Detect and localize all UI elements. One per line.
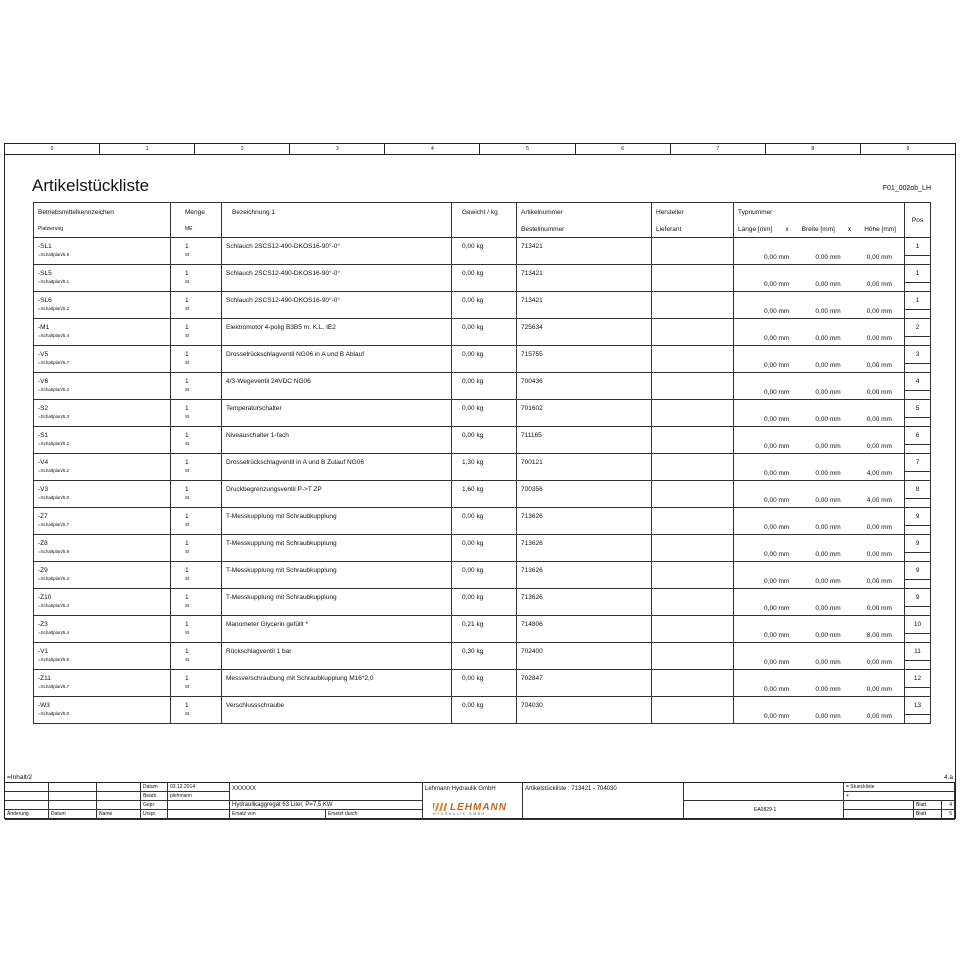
col-bezeichnung: Bezeichnung 1 (222, 203, 452, 238)
ruler-cell: 0 (5, 144, 100, 154)
cell-pos: 5 (905, 400, 931, 427)
table-row (34, 562, 931, 589)
cell-menge: 1 St (171, 589, 222, 616)
ruler-cell: 4 (385, 144, 480, 154)
bearb-value: plehmann (168, 792, 230, 801)
cell-bezeichnung: Temperaturschalter (222, 400, 452, 427)
aenderung-label: Änderung (5, 810, 49, 820)
cell-hersteller (652, 670, 734, 697)
cell-pos: 1 (905, 238, 931, 265)
project-code: XXXXXX (230, 783, 423, 801)
cell-hersteller (652, 292, 734, 319)
cell-menge: 1 St (171, 373, 222, 400)
cell-bmk: -Z7 =Schaltplan/5.7 (34, 508, 171, 535)
cell-pos: 7 (905, 454, 931, 481)
ersatz-von: Ersatz von (230, 810, 326, 820)
cell-bezeichnung: Messverschraubung mit Schraubkupplung M16*2,0 (222, 670, 452, 697)
ruler-cell: 9 (906, 146, 910, 152)
cell-typnummer: 0,00 mm 0,00 mm 0,00 mm (734, 643, 905, 670)
blatt2-value: 5 (942, 810, 955, 820)
cell-gewicht: 0,00 kg (452, 589, 517, 616)
cell-artikel: 700356 (517, 481, 652, 508)
cell-typnummer: 0,00 mm 0,00 mm 0,00 mm (734, 697, 905, 724)
cell-pos: 9 (905, 589, 931, 616)
cell-bezeichnung: T-Messkupplung mit Schraubkupplung (222, 562, 452, 589)
cell-gewicht: 0,00 kg (452, 238, 517, 265)
cell-bezeichnung: Drosselrückschlagventil NG06 in A und B Ablauf (222, 346, 452, 373)
cell-menge: 1 St (171, 319, 222, 346)
col-bmk: Betriebsmittelkennzeichen Platzierung (34, 203, 171, 238)
cell-gewicht: 0,00 kg (452, 400, 517, 427)
col-artikel: Artikelnummer Bestellnummer (517, 203, 652, 238)
cell-hersteller (652, 535, 734, 562)
table-row (34, 400, 931, 427)
cell-bezeichnung: Niveauschalter 1-fach (222, 427, 452, 454)
logo-stripes-icon (433, 803, 447, 811)
cell-bmk: -Z9 =Schaltplan/5.2 (34, 562, 171, 589)
cell-typnummer: 0,00 mm 0,00 mm 0,00 mm (734, 508, 905, 535)
blatt2-label: Blatt (914, 810, 942, 820)
cell-typnummer: 0,00 mm 0,00 mm 0,00 mm (734, 400, 905, 427)
cell-gewicht: 1,30 kg (452, 454, 517, 481)
cell-hersteller (652, 265, 734, 292)
cell-pos: 4 (905, 373, 931, 400)
cell-menge: 1 St (171, 346, 222, 373)
cell-bmk: -V5 =Schaltplan/5.7 (34, 346, 171, 373)
drawing-number: EA0829-1 (684, 801, 844, 820)
column-ruler (5, 144, 955, 155)
cell-artikel: 713626 (517, 508, 652, 535)
cell-typnummer: 0,00 mm 0,00 mm 0,00 mm (734, 589, 905, 616)
datum-col-label: Datum (49, 810, 97, 820)
blatt-label: Blatt (914, 801, 942, 810)
page-number: 4.a (943, 774, 953, 781)
table-row (34, 238, 931, 265)
cell-gewicht: 0,00 kg (452, 508, 517, 535)
cell-pos: 9 (905, 508, 931, 535)
table-row (34, 643, 931, 670)
cell-bmk: -S1 =Schaltplan/5.2 (34, 427, 171, 454)
cell-menge: 1 St (171, 535, 222, 562)
cell-hersteller (652, 643, 734, 670)
cell-pos: 12 (905, 670, 931, 697)
table-row (34, 292, 931, 319)
cell-artikel: 700121 (517, 454, 652, 481)
cell-artikel: 713421 (517, 265, 652, 292)
cell-typnummer: 0,00 mm 0,00 mm 4,00 mm (734, 454, 905, 481)
cell-pos: 2 (905, 319, 931, 346)
cell-bmk: -M1 =Schaltplan/5.4 (34, 319, 171, 346)
cell-gewicht: 0,00 kg (452, 319, 517, 346)
gepr-label: Gepr. (141, 801, 168, 810)
cell-typnummer: 0,00 mm 0,00 mm 0,00 mm (734, 535, 905, 562)
ruler-cell: 5 (480, 144, 575, 154)
cell-pos: 9 (905, 535, 931, 562)
company-logo: LEHMANN HYDRAULIK GMBH (433, 802, 507, 816)
table-row (34, 319, 931, 346)
table-row (34, 373, 931, 400)
cell-gewicht: 0,00 kg (452, 427, 517, 454)
cell-menge: 1 St (171, 265, 222, 292)
cell-menge: 1 St (171, 427, 222, 454)
cell-artikel: 702400 (517, 643, 652, 670)
cell-menge: 1 St (171, 454, 222, 481)
cell-pos: 3 (905, 346, 931, 373)
cell-bmk: -Z11 =Schaltplan/5.7 (34, 670, 171, 697)
ruler-cell: 8 (766, 144, 861, 154)
cell-artikel: 702847 (517, 670, 652, 697)
cell-pos: 1 (905, 292, 931, 319)
cell-artikel: 713421 (517, 238, 652, 265)
cell-bezeichnung: T-Messkupplung mit Schraubkupplung (222, 535, 452, 562)
table-row (34, 265, 931, 292)
cell-menge: 1 St (171, 238, 222, 265)
cell-pos: 6 (905, 427, 931, 454)
table-row (34, 427, 931, 454)
cell-gewicht: 0,21 kg (452, 616, 517, 643)
col-typnummer: Typnummer Länge [mm] x Breite [mm] x Höhe [mm] (734, 203, 905, 238)
cell-pos: 8 (905, 481, 931, 508)
cell-gewicht: 0,00 kg (452, 265, 517, 292)
cell-typnummer: 0,00 mm 0,00 mm 0,00 mm (734, 670, 905, 697)
bom-table (33, 202, 931, 724)
table-row (34, 481, 931, 508)
cell-gewicht: 0,00 kg (452, 535, 517, 562)
cell-menge: 1 St (171, 508, 222, 535)
cell-artikel: 725634 (517, 319, 652, 346)
cell-bezeichnung: Schlauch 2SCS12-490-DKOS16-90°-0° (222, 238, 452, 265)
cell-pos: 9 (905, 562, 931, 589)
ruler-cell: 6 (576, 144, 671, 154)
datum-label: Datum (141, 783, 168, 792)
cell-menge: 1 St (171, 670, 222, 697)
cell-typnummer: 0,00 mm 0,00 mm 0,00 mm (734, 319, 905, 346)
cell-hersteller (652, 562, 734, 589)
table-row (34, 670, 931, 697)
col-hersteller: Hersteller Lieferant (652, 203, 734, 238)
cell-bezeichnung: T-Messkupplung mit Schraubkupplung (222, 508, 452, 535)
cell-gewicht: 0,00 kg (452, 697, 517, 724)
cell-pos: 13 (905, 697, 931, 724)
bearb-label: Bearb. (141, 792, 168, 801)
cell-bezeichnung: Schlauch 2SCS12-490-DKOS16-90°-0° (222, 265, 452, 292)
cell-bmk: -V3 =Schaltplan/5.0 (34, 481, 171, 508)
cell-bezeichnung: 4/3-Wegeventil 24VDC NG06 (222, 373, 452, 400)
table-row (34, 346, 931, 373)
cell-artikel: 704030 (517, 697, 652, 724)
cell-artikel: 701602 (517, 400, 652, 427)
cell-bmk: -Z3 =Schaltplan/5.4 (34, 616, 171, 643)
cell-artikel: 713626 (517, 562, 652, 589)
cell-hersteller (652, 454, 734, 481)
cell-pos: 10 (905, 616, 931, 643)
col-pos: Pos (905, 203, 931, 238)
cell-hersteller (652, 697, 734, 724)
col-gewicht: Gewicht / kg (452, 203, 517, 238)
cell-artikel: 711165 (517, 427, 652, 454)
cell-bezeichnung: Schlauch 2SCS12-490-DKOS16-90°-0° (222, 292, 452, 319)
cell-bmk: -W3 =Schaltplan/5.0 (34, 697, 171, 724)
cell-hersteller (652, 589, 734, 616)
cell-artikel: 713626 (517, 589, 652, 616)
col-menge: Menge ME (171, 203, 222, 238)
cell-bmk: -V1 =Schaltplan/5.5 (34, 643, 171, 670)
cell-bezeichnung: Rückschlagventil 1 bar (222, 643, 452, 670)
cell-bmk: -SL5 =Schaltplan/5.1 (34, 265, 171, 292)
cell-typnummer: 0,00 mm 0,00 mm 0,00 mm (734, 238, 905, 265)
company-name: Lehmann Hydraulik GmbH (423, 783, 523, 820)
cell-artikel: 700436 (517, 373, 652, 400)
inhalt-ref: =Inhalt/2 (7, 774, 33, 781)
project-description: Hydraulikaggregat 63 Liter, P=7,5 KW (230, 801, 423, 810)
ruler-cell: 2 (195, 144, 290, 154)
cell-hersteller (652, 481, 734, 508)
cell-bmk: -S2 =Schaltplan/5.3 (34, 400, 171, 427)
name-col-label: Name (97, 810, 141, 820)
cell-menge: 1 St (171, 562, 222, 589)
cell-bmk: -V6 =Schaltplan/5.2 (34, 373, 171, 400)
cell-typnummer: 0,00 mm 0,00 mm 0,00 mm (734, 562, 905, 589)
table-row (34, 454, 931, 481)
cell-typnummer: 0,00 mm 0,00 mm 4,00 mm (734, 481, 905, 508)
cell-typnummer: 0,00 mm 0,00 mm 0,00 mm (734, 346, 905, 373)
drawing-sheet (4, 143, 956, 819)
cell-menge: 1 St (171, 643, 222, 670)
cell-hersteller (652, 508, 734, 535)
cell-artikel: 713626 (517, 535, 652, 562)
blatt-value: 4 (942, 801, 955, 810)
plus-label: + (844, 792, 955, 801)
cell-bezeichnung: Manometer Glycerin gefüllt * (222, 616, 452, 643)
cell-artikel: 715755 (517, 346, 652, 373)
cell-gewicht: 0,00 kg (452, 670, 517, 697)
title-block (5, 782, 955, 821)
page-title: Artikelstückliste (32, 176, 150, 195)
table-row (34, 508, 931, 535)
cell-bezeichnung: Druckbegrenzungsventil P->T ZP (222, 481, 452, 508)
cell-bezeichnung: Drosselrückschlagventil in A und B Zulauf NG06 (222, 454, 452, 481)
cell-pos: 11 (905, 643, 931, 670)
cell-pos: 1 (905, 265, 931, 292)
table-row (34, 535, 931, 562)
cell-typnummer: 0,00 mm 0,00 mm 0,00 mm (734, 427, 905, 454)
ersetzt-durch: Ersetzt durch (326, 810, 423, 820)
table-row (34, 697, 931, 724)
cell-bmk: -SL1 =Schaltplan/5.5 (34, 238, 171, 265)
cell-bezeichnung: T-Messkupplung mit Schraubkupplung (222, 589, 452, 616)
cell-gewicht: 0,30 kg (452, 643, 517, 670)
cell-gewicht: 0,00 kg (452, 562, 517, 589)
document-id: F01_002ob_LH (882, 185, 931, 192)
cell-gewicht: 0,00 kg (452, 373, 517, 400)
cell-typnummer: 0,00 mm 0,00 mm 8,00 mm (734, 616, 905, 643)
cell-bmk: -Z8 =Schaltplan/5.9 (34, 535, 171, 562)
cell-menge: 1 St (171, 292, 222, 319)
cell-hersteller (652, 427, 734, 454)
cell-menge: 1 St (171, 400, 222, 427)
cell-typnummer: 0,00 mm 0,00 mm 0,00 mm (734, 265, 905, 292)
cell-hersteller (652, 616, 734, 643)
datum-value: 03.12.2014 (168, 783, 230, 792)
cell-bmk: -V4 =Schaltplan/5.2 (34, 454, 171, 481)
cell-bezeichnung: Verschlussschraube (222, 697, 452, 724)
ruler-cell: 1 (100, 144, 195, 154)
cell-menge: 1 St (171, 481, 222, 508)
cell-menge: 1 St (171, 616, 222, 643)
cell-gewicht: 1,60 kg (452, 481, 517, 508)
cell-gewicht: 0,00 kg (452, 292, 517, 319)
urspr-label: Urspr. (141, 810, 168, 820)
table-header (34, 203, 931, 238)
cell-hersteller (652, 373, 734, 400)
cell-artikel: 714806 (517, 616, 652, 643)
cell-hersteller (652, 346, 734, 373)
cell-bmk: -SL6 =Schaltplan/5.2 (34, 292, 171, 319)
cell-menge: 1 St (171, 697, 222, 724)
cell-bmk: -Z10 =Schaltplan/5.3 (34, 589, 171, 616)
list-title: Artikelstückliste : 713421 - 704030 (523, 783, 684, 820)
stueckliste-label: = Stueckliste (844, 783, 955, 792)
cell-gewicht: 0,00 kg (452, 346, 517, 373)
cell-hersteller (652, 319, 734, 346)
cell-typnummer: 0,00 mm 0,00 mm 0,00 mm (734, 373, 905, 400)
cell-hersteller (652, 400, 734, 427)
cell-typnummer: 0,00 mm 0,00 mm 0,00 mm (734, 292, 905, 319)
ruler-cell: 3 (290, 144, 385, 154)
table-row (34, 589, 931, 616)
cell-bezeichnung: Elektromotor 4-polig B3B5 m. K.L. IE2 (222, 319, 452, 346)
cell-hersteller (652, 238, 734, 265)
table-row (34, 616, 931, 643)
cell-artikel: 713421 (517, 292, 652, 319)
ruler-cell: 7 (671, 144, 766, 154)
